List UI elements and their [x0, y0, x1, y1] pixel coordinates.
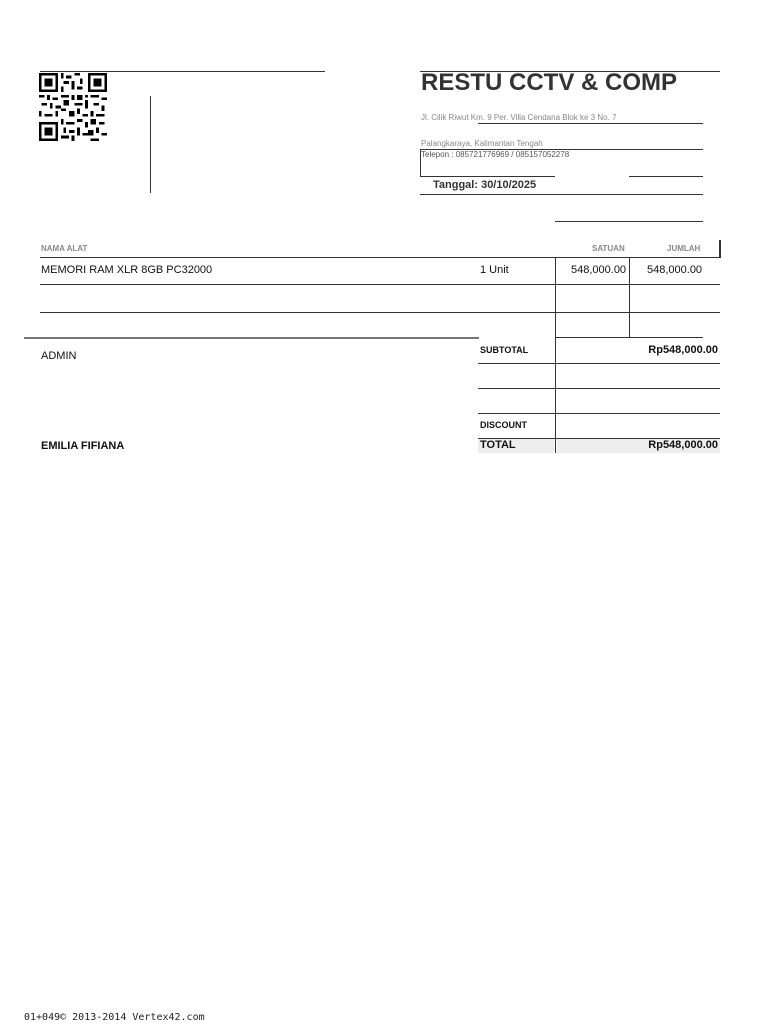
footer-copyright: 01+049© 2013-2014 Vertex42.com — [24, 1012, 205, 1023]
total-value: Rp548,000.00 — [648, 439, 718, 451]
header-rule-left — [40, 71, 325, 72]
subtotal-value: Rp548,000.00 — [648, 344, 718, 356]
company-address-line2: Palangkaraya, Kalimantan Tengah — [421, 139, 543, 148]
qr-code — [38, 73, 108, 141]
discount-label: DISCOUNT — [480, 420, 527, 430]
company-phone: Telepon : 085721776969 / 085157052278 — [421, 150, 570, 159]
total-label: TOTAL — [480, 439, 516, 451]
invoice-date: Tanggal: 30/10/2025 — [433, 179, 537, 191]
header-divider — [150, 96, 151, 193]
row-qty: 1 Unit — [480, 264, 509, 276]
header-right-edge — [719, 240, 721, 258]
row-unit-price: 548,000.00 — [571, 264, 627, 276]
table-bottom-rule — [24, 337, 479, 339]
column-header-item: NAMA ALAT — [41, 244, 88, 253]
col-divider-total — [629, 258, 630, 338]
table-row-rule-1 — [40, 284, 720, 285]
signature-name: EMILIA FIFIANA — [41, 440, 125, 452]
column-header-unit-price: SATUAN — [592, 244, 625, 253]
table-bottom-rule-right — [555, 337, 703, 338]
subtotal-label: SUBTOTAL — [480, 345, 529, 355]
table-row-rule-2 — [40, 312, 720, 313]
row-total: 548,000.00 — [647, 264, 703, 276]
phone-box-bottom — [420, 176, 555, 177]
phone-box-bottom-right — [629, 176, 703, 177]
row-item-name: MEMORI RAM XLR 8GB PC32000 — [41, 264, 213, 276]
table-header-rule — [40, 257, 720, 258]
company-address-line1: Jl. Cilik Riwut Km. 9 Per. Villa Cendana Blok ke 3 No. 7 — [421, 113, 617, 122]
spacer-rule — [555, 221, 703, 222]
signature-role: ADMIN — [41, 350, 77, 362]
address-line1-rule — [478, 123, 703, 124]
totals-rule-3 — [478, 413, 720, 414]
col-divider-unit-price — [555, 258, 556, 338]
column-header-total: JUMLAH — [667, 244, 701, 253]
date-rule — [420, 194, 703, 195]
totals-rule-2 — [478, 388, 720, 389]
totals-rule-1 — [478, 363, 720, 364]
company-name: RESTU CCTV & COMP — [421, 69, 678, 96]
totals-col-divider — [555, 338, 556, 453]
